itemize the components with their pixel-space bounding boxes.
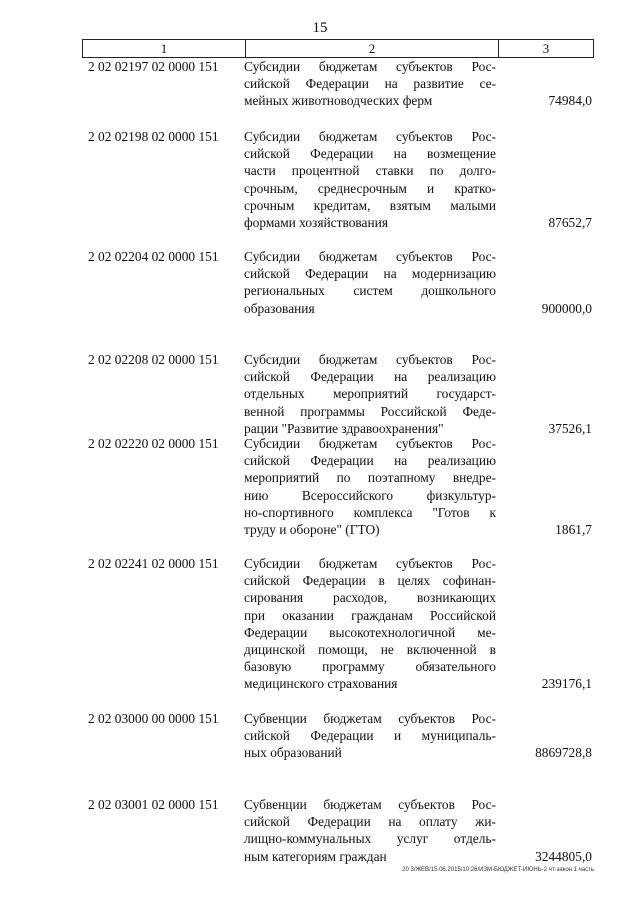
column-header-2: 2: [246, 40, 499, 58]
description-line: при оказании гражданам Российской: [244, 607, 496, 623]
budget-amount: 37526,1: [548, 420, 592, 436]
description-line: базовую программу обязательного: [244, 659, 496, 675]
description-line: труду и обороне" (ГТО): [244, 522, 380, 538]
budget-amount: 3244805,0: [535, 848, 592, 864]
description-line: сийской Федерации на развитие се-: [244, 76, 496, 92]
description-line: сийской Федерации на оплату жи-: [244, 814, 496, 830]
budget-code: 2 02 02198 02 0000 151: [88, 129, 219, 144]
budget-description: [244, 351, 496, 437]
budget-description: [244, 128, 496, 231]
budget-row: [82, 435, 594, 538]
description-line: срочным кредитам, взятым малыми: [244, 197, 496, 213]
description-line: медицинского страхования: [244, 676, 398, 692]
description-line: Субсидии бюджетам субъектов Рос-: [244, 59, 496, 74]
description-line: сийской Федерации в целях софинан-: [244, 573, 496, 589]
description-line: мероприятий по поэтапному внедре-: [244, 470, 496, 486]
budget-code: 2 02 02197 02 0000 151: [88, 59, 219, 74]
budget-code: 2 02 02241 02 0000 151: [88, 556, 219, 571]
budget-amount: 8869728,8: [535, 745, 592, 761]
budget-amount: 239176,1: [541, 676, 592, 692]
budget-description: [244, 796, 496, 865]
budget-description: [244, 710, 496, 762]
description-line: рации "Развитие здравоохранения": [244, 420, 444, 436]
budget-amount: 74984,0: [548, 93, 592, 109]
description-line: сийской Федерации и муниципаль-: [244, 728, 496, 744]
description-line: формами хозяйствования: [244, 215, 388, 231]
description-line: сийской Федерации на реализацию: [244, 453, 496, 469]
description-line: Субвенции бюджетам субъектов Рос-: [244, 797, 496, 812]
description-line: Субсидии бюджетам субъектов Рос-: [244, 436, 496, 451]
description-line: лищно-коммунальных услуг отдель-: [244, 831, 496, 847]
column-header-3: 3: [499, 40, 594, 58]
description-line: венной программы Российской Феде-: [244, 403, 496, 419]
budget-row: [82, 248, 594, 317]
description-line: Субсидии бюджетам субъектов Рос-: [244, 129, 496, 144]
column-header-table: [82, 39, 594, 58]
description-line: региональных систем дошкольного: [244, 283, 496, 299]
budget-amount: 900000,0: [541, 300, 592, 316]
description-line: Субсидии бюджетам субъектов Рос-: [244, 352, 496, 367]
description-line: сийской Федерации на модернизацию: [244, 266, 496, 282]
column-header-1: 1: [83, 40, 246, 58]
budget-row: [82, 796, 594, 865]
budget-description: [244, 58, 496, 110]
description-line: но-спортивного комплекса "Готов к: [244, 504, 496, 520]
description-line: срочным, среднесрочным и кратко-: [244, 180, 496, 196]
budget-row: [82, 58, 594, 110]
description-line: дицинской помощи, не включенной в: [244, 642, 496, 658]
budget-amount: 1861,7: [555, 522, 592, 538]
budget-row: [82, 555, 594, 693]
description-line: сирования расходов, возникающих: [244, 590, 496, 606]
budget-code: 2 02 02220 02 0000 151: [88, 436, 219, 451]
description-line: мейных животноводческих ферм: [244, 93, 433, 109]
budget-code: 2 02 03000 00 0000 151: [88, 711, 219, 726]
description-line: сийской Федерации на возмещение: [244, 146, 496, 162]
budget-code: 2 02 03001 02 0000 151: [88, 797, 219, 812]
budget-row: [82, 710, 594, 762]
description-line: нию Всероссийского физкультур-: [244, 487, 496, 503]
budget-row: [82, 128, 594, 231]
page-number: 15: [312, 20, 328, 36]
budget-description: [244, 435, 496, 538]
description-line: ным категориям граждан: [244, 848, 387, 864]
description-line: сийской Федерации на реализацию: [244, 369, 496, 385]
description-line: части процентной ставки по долго-: [244, 163, 496, 179]
description-line: Субсидии бюджетам субъектов Рос-: [244, 556, 496, 571]
description-line: образования: [244, 300, 315, 316]
budget-description: [244, 555, 496, 693]
budget-code: 2 02 02208 02 0000 151: [88, 352, 219, 367]
budget-amount: 87652,7: [548, 215, 592, 231]
budget-description: [244, 248, 496, 317]
description-line: отдельных мероприятий государст-: [244, 386, 496, 402]
description-line: Федерации высокотехнологичной ме-: [244, 624, 496, 640]
description-line: Субвенции бюджетам субъектов Рос-: [244, 711, 496, 726]
budget-row: [82, 351, 594, 437]
budget-code: 2 02 02204 02 0000 151: [88, 249, 219, 264]
document-footer: 20 3/ЖЕВ/15.06.2015/10:26/ИЗМ-БЮДЖЕТ-ИЮНЬ-2 чт-закон 1 часть: [402, 867, 594, 873]
description-line: ных образований: [244, 745, 342, 761]
description-line: Субсидии бюджетам субъектов Рос-: [244, 249, 496, 264]
